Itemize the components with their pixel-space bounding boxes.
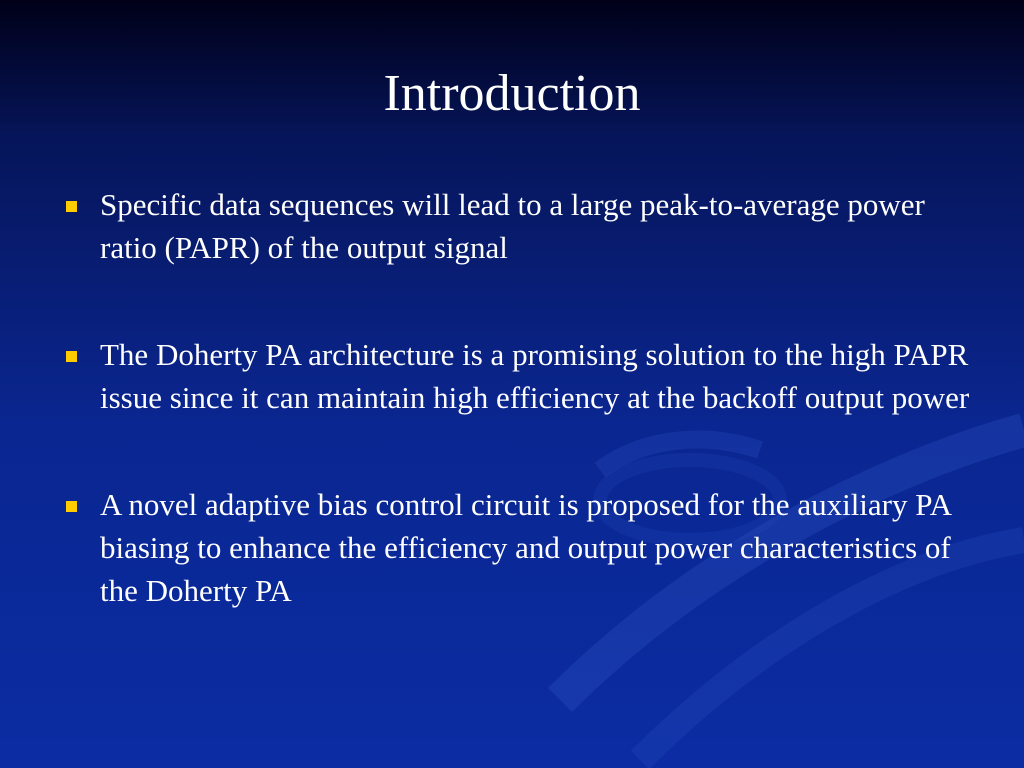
bullet-square-icon bbox=[66, 201, 77, 212]
slide-title: Introduction bbox=[383, 65, 641, 122]
bullet-list bbox=[60, 183, 980, 676]
bullet-text: A novel adaptive bias control circuit is proposed for the auxiliary PA biasing to enhance the efficiency and output power characteristics of the Doherty PA bbox=[100, 487, 951, 608]
list-item bbox=[60, 333, 980, 419]
bullet-square-icon bbox=[66, 351, 77, 362]
bullet-square-icon bbox=[66, 501, 77, 512]
bullet-text: Specific data sequences will lead to a large peak-to-average power ratio (PAPR) of the output signal bbox=[100, 187, 925, 265]
list-item bbox=[60, 183, 980, 269]
list-item bbox=[60, 483, 980, 612]
bullet-text: The Doherty PA architecture is a promising solution to the high PAPR issue since it can maintain high efficiency at the backoff output power bbox=[100, 337, 970, 415]
